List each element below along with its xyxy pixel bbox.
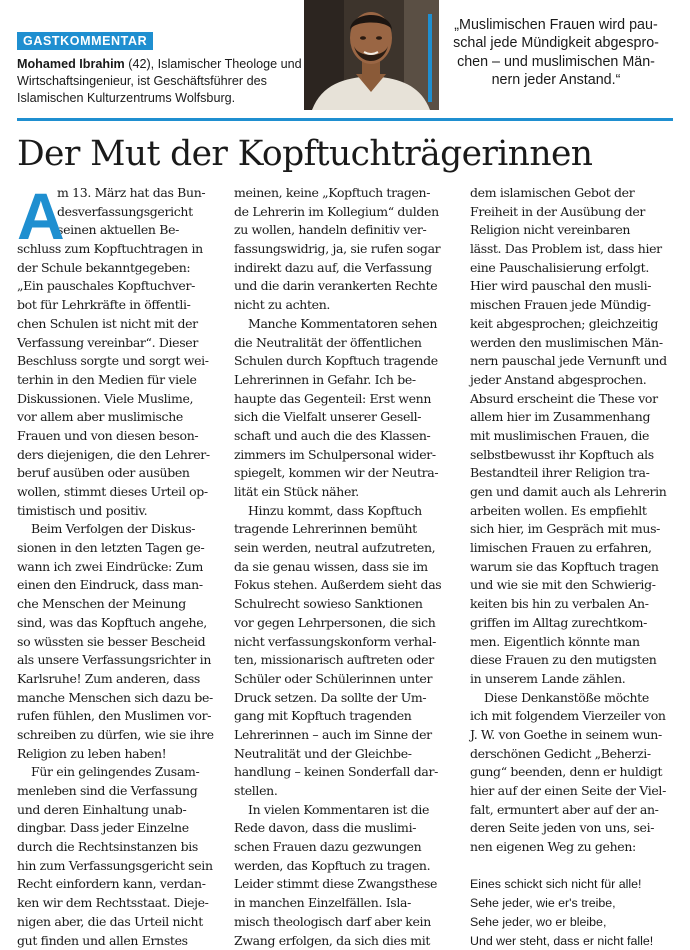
text-line: gut finden und allen Ernstes [17,932,223,950]
text-line: Zwang erfolgen, da sich dies mit [234,932,456,950]
article-column-2 [234,184,456,950]
text-line: che Menschen der Meinung [17,595,223,614]
text-line: dingbar. Dass jeder Einzelne [17,819,223,838]
quote-line: chen – und muslimischen Män- [438,53,674,71]
text-line: Lehrerinnen in Gefahr. Ich be- [234,371,456,390]
text-line: und die darin verankerten Rechte [234,277,456,296]
text-line: timistisch und positiv. [17,502,223,521]
text-line: men. Eigentlich könnte man [470,633,678,652]
text-line: indirekt dazu auf, die Verfassung [234,259,456,278]
text-line: Religion nicht vereinbaren [470,221,678,240]
text-line: in manchen Einzelfällen. Isla- [234,894,456,913]
text-line: mischen Frauen jede Mündig- [470,296,678,315]
text-line: nicht verfassungskonform verhal- [234,633,456,652]
text-line: Recht einfordern kann, verdan- [17,875,223,894]
text-line: wann ich zwei Eindrücke: Zum [17,558,223,577]
text-line: sich hier, im Gespräch mit mus- [470,520,678,539]
section-label: GASTKOMMENTAR [17,32,153,50]
quote-line: „Muslimischen Frauen wird pau- [438,16,674,34]
poem-line: Eines schickt sich nicht für alle! [470,875,678,894]
poem-line: Sehe jeder, wo er bleibe, [470,913,678,932]
poem-line: Sehe jeder, wie er's treibe, [470,894,678,913]
text-line: de Lehrerin im Kollegium“ dulden [234,203,456,222]
text-line: bot für Lehrkräfte in öffentli- [17,296,223,315]
text-line: Religion zu leben haben! [17,745,223,764]
text-line: und deren Einhaltung unab- [17,801,223,820]
text-line: Rede davon, dass die muslimi- [234,819,456,838]
text-line: limischen Frauen zu erfahren, [470,539,678,558]
text-line: da sie genau wissen, dass sie im [234,558,456,577]
author-description: (42), Islamischer Theologe und Wirtschaftsingenieur, ist Geschäftsführer des Islamischen Kulturzentrums Wolfsburg. [17,57,302,105]
text-line: menleben sind die Verfassung [17,782,223,801]
text-line: Neutralität und der Gleichbe- [234,745,456,764]
text-line: haupte das Gegenteil: Erst wenn [234,390,456,409]
text-line: Freiheit in der Ausübung der [470,203,678,222]
text-line: chen Schulen ist nicht mit der [17,315,223,334]
text-line: Beim Verfolgen der Diskus- [17,520,223,539]
text-line: nicht zu achten. [234,296,456,315]
text-line: schen Frauen dazu gezwungen [234,838,456,857]
text-line: selbstbewusst ihr Kopftuch als [470,446,678,465]
text-line: schluss zum Kopftuchtragen in [17,240,223,259]
text-line: Lehrerinnen – auch im Sinne der [234,726,456,745]
text-line: m 13. März hat das Bun- [17,184,223,203]
text-line: nen eigenen Weg zu gehen: [470,838,678,857]
text-line: werden, das Kopftuch zu tragen. [234,857,456,876]
text-line: griffen im Alltag zurechtkom- [470,614,678,633]
text-line: vor gegen Lehrpersonen, die sich [234,614,456,633]
text-line: Diskussionen. Viele Muslime, [17,390,223,409]
text-line: keiten bis hin zu verbalen An- [470,595,678,614]
text-line: sionen in den letzten Tagen ge- [17,539,223,558]
text-line: Schulrecht sowieso Sanktionen [234,595,456,614]
poem-line: Und wer steht, dass er nicht falle! [470,932,678,950]
text-line: der Schule bekanntgegeben: [17,259,223,278]
text-line: Bestandteil ihrer Religion tra- [470,464,678,483]
text-line: J. W. von Goethe in seinem wun- [470,726,678,745]
text-line: Schulen durch Kopftuch tragende [234,352,456,371]
quote-accent-bar [428,14,432,102]
text-line: Frauen und von diesen beson- [17,427,223,446]
text-line: beruf ausüben oder ausüben [17,464,223,483]
text-line: terhin in den Medien für viele [17,371,223,390]
text-line: Karlsruhe! Zum anderen, dass [17,670,223,689]
text-line: schaft und auch die des Klassen- [234,427,456,446]
text-line: manche Menschen sich dazu be- [17,689,223,708]
text-line: nigen aber, die das Urteil nicht [17,913,223,932]
portrait-image [304,0,439,110]
text-line: Verfassung vereinbar“. Dieser [17,334,223,353]
text-line: Schüler oder Schülerinnen unter [234,670,456,689]
article-column-3 [470,184,678,950]
text-line: Manche Kommentatoren sehen [234,315,456,334]
poem-spacer [470,857,678,876]
text-line: seinen aktuellen Be- [17,221,223,240]
goethe-poem [470,875,678,950]
text-line: spiegelt, kommen wir der Neutra- [234,464,456,483]
text-line: ich mit folgendem Vierzeiler von [470,707,678,726]
text-line: zimmers im Schulpersonal wider- [234,446,456,465]
text-line: In vielen Kommentaren ist die [234,801,456,820]
text-line: arbeiten wollen. Es empfiehlt [470,502,678,521]
text-line: Leider stimmt diese Zwangsthese [234,875,456,894]
text-line: stellen. [234,782,456,801]
text-line: misch theologisch darf aber kein [234,913,456,932]
text-line: durch die Rechtsinstanzen bis [17,838,223,857]
article-column-1 [17,184,223,950]
quote-line: nern jeder Anstand.“ [438,71,674,89]
text-line: lität ein Stück näher. [234,483,456,502]
text-line: gang mit Kopftuch tragenden [234,707,456,726]
text-line: Diese Denkanstöße möchte [470,689,678,708]
text-line: fassungswidrig, ja, sie rufen sogar [234,240,456,259]
text-line: tragende Lehrerinnen bemüht [234,520,456,539]
text-line: handlung – keinen Sonderfall dar- [234,763,456,782]
text-line: sich die Vielfalt unserer Gesell- [234,408,456,427]
quote-line: schal jede Mündigkeit abgespro- [438,34,674,52]
text-line: hin zum Verfassungsgericht sein [17,857,223,876]
text-line: einen den Eindruck, dass man- [17,576,223,595]
text-line: in unserem Lande zählen. [470,670,678,689]
author-photo [304,0,439,110]
text-line: sein werden, neutral aufzutreten, [234,539,456,558]
text-line: Fokus stehen. Außerdem sieht das [234,576,456,595]
text-line: so wüssten sie besser Bescheid [17,633,223,652]
text-line: warum sie das Kopftuch tragen [470,558,678,577]
text-line: meinen, keine „Kopftuch tragen- [234,184,456,203]
text-line: lässt. Das Problem ist, dass hier [470,240,678,259]
pull-quote [438,16,674,90]
text-line: ders diejenigen, die den Lehrer- [17,446,223,465]
text-line: allem hier im Zusammenhang [470,408,678,427]
text-line: Absurd erscheint die These vor [470,390,678,409]
text-line: Für ein gelingendes Zusam- [17,763,223,782]
author-name: Mohamed Ibrahim [17,57,125,71]
text-line: gen und damit auch als Lehrerin [470,483,678,502]
text-line: zu wollen, handeln definitiv ver- [234,221,456,240]
text-line: schreiben zu dürfen, wie sie ihre [17,726,223,745]
text-line: als unsere Verfassungsrichter in [17,651,223,670]
text-line: hier auf der einen Seite der Viel- [470,782,678,801]
text-line: werden den muslimischen Män- [470,334,678,353]
text-line: derschönen Gedicht „Beherzi- [470,745,678,764]
text-line: gung“ beenden, denn er huldigt [470,763,678,782]
text-line: eine Pauschalisierung erfolgt. [470,259,678,278]
text-line: ken wir dem Rechtsstaat. Dieje- [17,894,223,913]
text-line: jeder Anstand abgesprochen. [470,371,678,390]
text-line: dem islamischen Gebot der [470,184,678,203]
text-line: vor allem aber muslimische [17,408,223,427]
drop-cap: A [17,188,64,244]
author-bio [17,56,317,107]
headline: Der Mut der Kopftuchträgerinnen [17,130,677,178]
text-line: und wie sie mit den Schwierig- [470,576,678,595]
text-line: die Neutralität der öffentlichen [234,334,456,353]
text-line: ten, missionarisch auftreten oder [234,651,456,670]
text-line: falt, ermuntert aber auf der an- [470,801,678,820]
text-line: Beschluss sorgte und sorgt wei- [17,352,223,371]
text-line: keit abgesprochen; gleichzeitig [470,315,678,334]
text-line: „Ein pauschales Kopftuchver- [17,277,223,296]
text-line: deren Seite jeden von uns, sei- [470,819,678,838]
text-line: Druck setzen. Da sollte der Um- [234,689,456,708]
text-line: rufen fühlen, den Muslimen vor- [17,707,223,726]
text-line: mit muslimischen Frauen, die [470,427,678,446]
header-divider [17,118,673,121]
text-line: sind, was das Kopftuch angehe, [17,614,223,633]
text-line: Hinzu kommt, dass Kopftuch [234,502,456,521]
text-line: desverfassungsgericht [17,203,223,222]
text-line: diese Frauen zu den mutigsten [470,651,678,670]
text-line: wollen, stimmt dieses Urteil op- [17,483,223,502]
text-line: Hier wird pauschal den musli- [470,277,678,296]
text-line: nern pauschal jede Vernunft und [470,352,678,371]
